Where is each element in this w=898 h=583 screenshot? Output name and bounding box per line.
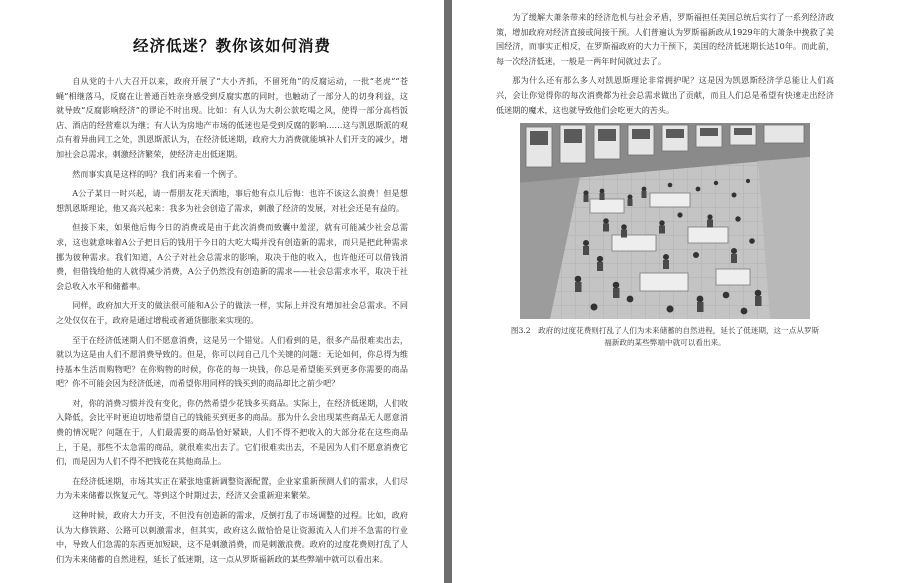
paragraph: 至于在经济低迷期人们不愿意消费，这是另一个错觉。人们看到的是，很多产品很难卖出去，就以为这是由人们不愿消费导致的。但是，你可以问自己几个关键的问题：无论如何，你总得为维持基本生活而购物吧？在你购物的时候，你花的每一块钱，你总是希望能买到更多你需要的商品吧？你不可能会因为经济低迷，而希望你用同样的钱买到的商品却比之前少吧？ xyxy=(56,334,408,389)
market-photo-illustration xyxy=(520,123,810,319)
paragraph: 同样，政府加大开支的做法很可能和A公子的做法一样，实际上并没有增加社会总需求。不同之处仅仅在于，政府是通过增税或者通货膨胀来实现的。 xyxy=(56,300,408,325)
paragraph: 但接下来，如果他后悔今日的消费或是由于此次消费而致囊中羞涩，就有可能减少社会总需求，这也就意味着A公子把日后的钱用于今日的大吃大喝并没有创造新的需求，而只是把此种需求挪为彼种需求。我们知道，A公子对社会总需求的影响，取决于他的收入，也许他还可以借钱消费，但借钱给他的人就得减少消费，A公子仍然没有创造新的需求——社会总需求水平，取决于社会总收入水平和储蓄率。 xyxy=(56,222,408,291)
book-spine xyxy=(444,0,452,583)
article-title: 经济低迷？教你该如何消费 xyxy=(132,36,331,55)
paragraph: 在经济低迷期，市场其实正在紧张地重新调整资源配置，企业家重新预测人们的需求，人们尽力为未来储蓄以恢复元气。等到这个时期过去，经济又会重新迎来繁荣。 xyxy=(56,475,408,501)
paragraph: 那为什么还有那么多人对凯恩斯理论非常拥护呢？这是因为凯恩斯经济学总能让人们高兴，会让你觉得你的每次消费都为社会总需求做出了贡献，而且人们总是希望有快速走出经济低迷期的魔术，这也就导致他们会吃更大的苦头。 xyxy=(496,75,834,115)
paragraph: 这种时候，政府大力开支，不但没有创造新的需求，反倒打乱了市场调整的过程。比如，政府认为大修铁路、公路可以刺激需求，但其实，政府这么做恰恰是让资源流入人们并不急需的行业中，导致人们急需的东西更加短缺，这不是刺激消费，而是刺激浪费。政府的过度花费则打乱了人们为未来储蓄的自然进程，延长了低迷期，这一点从罗斯福新政的某些弊端中就可以看出来。 xyxy=(56,510,408,564)
paragraph: 对，你的消费习惯并没有变化，你仍然希望少花钱多买商品。实际上，在经济低迷期，人们收入降低，会比平时更迫切地希望自己的钱能买到更多的商品。那为什么会出现某些商品无人愿意消费的情况呢？问题在于，人们最需要的商品恰好紧缺，人们不得不把收入的大部分花在这些商品上，于是，那些不太急需的商品，就很难卖出去了。它们很难卖出去，不是因为人们不愿意消费它们，而是因为人们不得不把钱花在其他商品上。 xyxy=(56,397,408,467)
paragraph: 为了缓解大萧条带来的经济危机与社会矛盾，罗斯福担任美国总统后实行了一系列经济政策，增加政府对经济直接或间接干预。人们普遍认为罗斯福新政从1929年的大萧条中挽救了美国经济，而事实正相反，在罗斯福政府的大力干预下，美国的经济低迷期长达10年。而此前，每一次经济低迷，一般是一两年时间就过去了。 xyxy=(496,12,834,66)
market-photo xyxy=(520,123,810,319)
figure-caption: 图3.2 政府的过度花费则打乱了人们为未来储蓄的自然进程，延长了低迷期，这一点从罗斯福新政的某些弊端中就可以看出来。 xyxy=(510,326,820,348)
left-page xyxy=(0,0,444,583)
paragraph: 自从党的十八大召开以来，政府开展了“大小齐抓，不留死角”的反腐运动，一批“老虎”“苍蝇”相继落马，反腐在让普通百姓亲身感受到反腐实惠的同时，也触动了一部分人的切身利益，这就导致“反腐影响经济”的谬论不时出现。比如：有人认为大刹公款吃喝之风，使得一部分高档饭店、酒店的经营难以为继；有人认为房地产市场的低迷也是受到反腐的影响……这与凯恩斯派的观点有着异曲同工之处，凯恩斯派认为，在经济低迷期，政府大力消费就能填补人们开支的减少，增加社会总需求，刺激经济繁荣，使经济走出低迷期。 xyxy=(56,76,408,159)
paragraph: A公子某日一时兴起，请一帮朋友花天酒地，事后他有点儿后悔：也许不该这么浪费！但是想想凯恩斯理论，他又高兴起来：我多为社会创造了需求，刺激了经济的发展，对社会还是有益的。 xyxy=(56,188,408,213)
right-page xyxy=(452,0,898,583)
paragraph: 然而事实真是这样的吗？我们再来看一个例子。 xyxy=(72,168,243,179)
